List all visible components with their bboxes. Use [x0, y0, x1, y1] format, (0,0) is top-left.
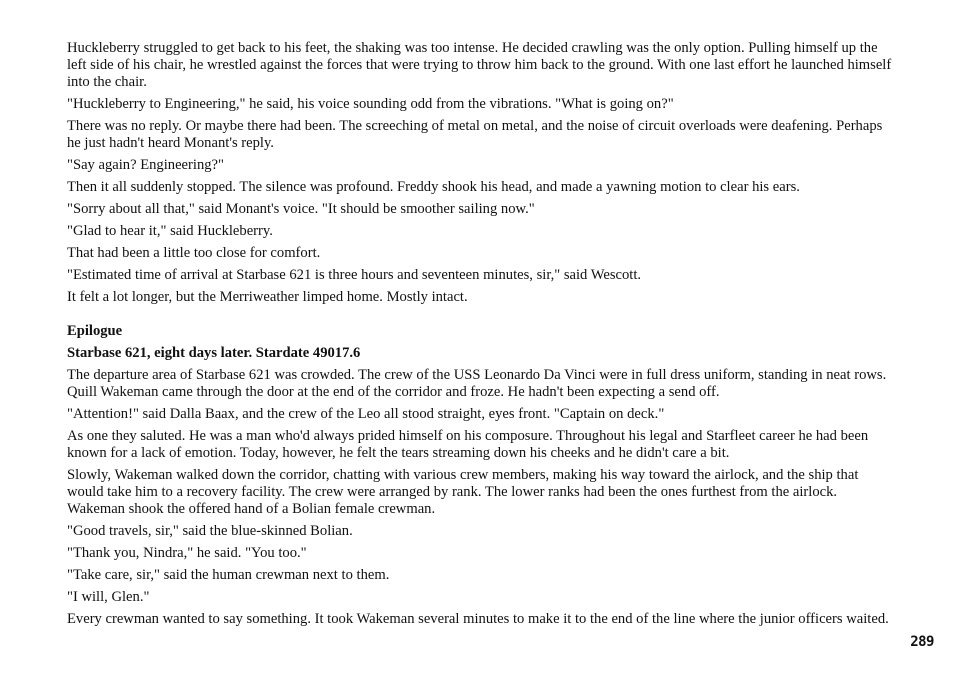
paragraph: "Estimated time of arrival at Starbase 621 is three hours and seventeen minutes, sir," said Wescott. — [67, 267, 642, 283]
paragraph: Slowly, Wakeman walked down the corridor, chatting with various crew members, making his way toward the airlock, and the ship that would take him to a recovery facility. The crew were arranged by rank. The lower ranks had been the ones furthest from the airlock. Wakeman shook the offered hand of a Bolian female crewman. — [67, 467, 859, 517]
paragraph: "Sorry about all that," said Monant's voice. "It should be smoother sailing now." — [67, 201, 535, 217]
paragraph: "Good travels, sir," said the blue-skinned Bolian. — [67, 523, 353, 539]
paragraph: "I will, Glen." — [67, 589, 150, 605]
paragraph: The departure area of Starbase 621 was crowded. The crew of the USS Leonardo Da Vinci were in full dress uniform, standing in neat rows. Quill Wakeman came through the door at the end of the corridor and froze. He hadn't been expecting a send off. — [67, 367, 887, 400]
paragraph: It felt a lot longer, but the Merriweather limped home. Mostly intact. — [67, 289, 468, 305]
section-gap — [67, 311, 895, 323]
paragraph: That had been a little too close for comfort. — [67, 245, 321, 261]
paragraph: Every crewman wanted to say something. It took Wakeman several minutes to make it to the end of the line where the junior officers waited. — [67, 611, 889, 627]
paragraph: "Glad to hear it," said Huckleberry. — [67, 223, 273, 239]
paragraph: As one they saluted. He was a man who'd always prided himself on his composure. Throughout his legal and Starfleet career he had been known for a lack of emotion. Today, however, he felt the tears streaming down his cheeks and he didn't care a bit. — [67, 428, 869, 461]
page-number: 289 — [910, 634, 934, 650]
paragraph: Huckleberry struggled to get back to his feet, the shaking was too intense. He decided crawling was the only option. Pulling himself up the left side of his chair, he wrestled against the forces that were trying to throw him back to the ground. With one last effort he launched himself into the chair. — [67, 40, 892, 90]
section-subtitle: Starbase 621, eight days later. Stardate 49017.6 — [67, 345, 361, 361]
paragraph: "Huckleberry to Engineering," he said, his voice sounding odd from the vibrations. "What is going on?" — [67, 96, 674, 112]
paragraph: "Say again? Engineering?" — [67, 157, 224, 173]
section-title: Epilogue — [67, 323, 123, 339]
paragraph: There was no reply. Or maybe there had been. The screeching of metal on metal, and the noise of circuit overloads were deafening. Perhaps he just hadn't heard Monant's reply. — [67, 118, 883, 151]
paragraph: Then it all suddenly stopped. The silence was profound. Freddy shook his head, and made a yawning motion to clear his ears. — [67, 179, 800, 195]
paragraph: "Thank you, Nindra," he said. "You too." — [67, 545, 307, 561]
page-body — [67, 40, 895, 633]
paragraph: "Take care, sir," said the human crewman next to them. — [67, 567, 390, 583]
paragraph: "Attention!" said Dalla Baax, and the crew of the Leo all stood straight, eyes front. "Captain on deck." — [67, 406, 665, 422]
